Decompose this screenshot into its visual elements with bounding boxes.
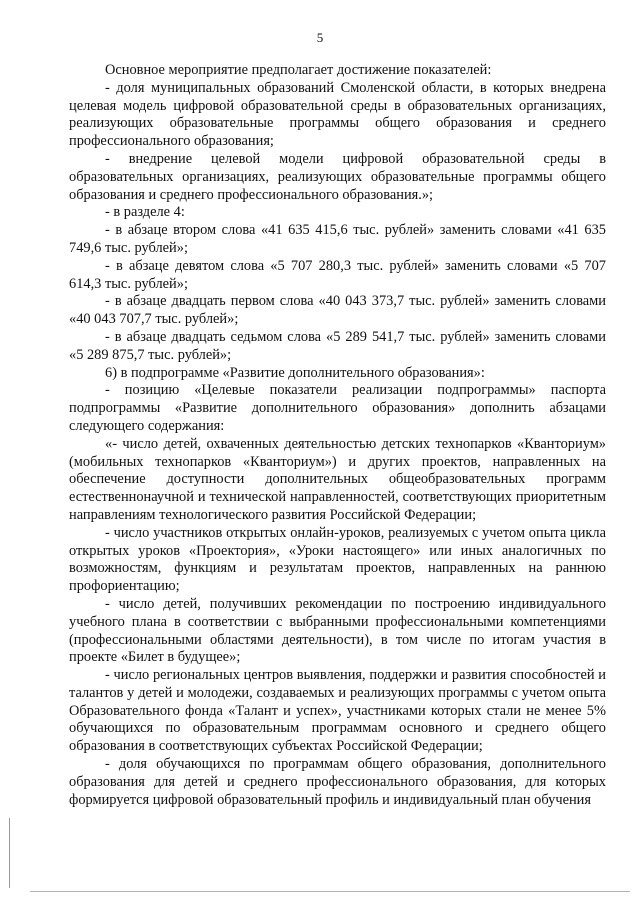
- scan-edge-left: [9, 818, 10, 888]
- paragraph: - число региональных центров выявления, поддержки и развития способностей и талантов у детей и молодежи, создаваемых и реализующих программы с учетом опыта Образовательного фонда «Талант и успех», участниками которых стали не менее 5% обучающихся по образовательным программам основного и среднего общего образования в соответствующих субъектах Российской Федерации;: [69, 667, 606, 755]
- paragraph: - в абзаце втором слова «41 635 415,6 тыс. рублей» заменить словами «41 635 749,6 тыс. рублей»;: [69, 222, 606, 256]
- document-body: [69, 62, 606, 809]
- page-number: 5: [316, 30, 324, 45]
- paragraph: - в разделе 4:: [105, 204, 185, 221]
- paragraph: - число участников открытых онлайн-уроков, реализуемых с учетом опыта цикла открытых уроков «Проектория», «Уроки настоящего» или иных аналогичных по возможностям, функциям и результатам проектов, направленных на раннюю профориентацию;: [69, 524, 606, 595]
- paragraph: - в абзаце девятом слова «5 707 280,3 тыс. рублей» заменить словами «5 707 614,3 тыс. рублей»;: [69, 257, 606, 292]
- paragraph: - позицию «Целевые показатели реализации подпрограммы» паспорта подпрограммы «Развитие дополнительного образования» дополнить абзацами следующего содержания:: [69, 382, 606, 434]
- paragraph: «- число детей, охваченных деятельностью детских технопарков «Кванториум» (мобильных технопарков «Кванториум») и других проектов, направленных на обеспечение доступности дополнительных общеобразовательных программ естественнонаучной и технической направленностей, соответствующих приоритетным направлениям технологического развития Российской Федерации;: [69, 435, 606, 523]
- paragraph: - число детей, получивших рекомендации по построению индивидуального учебного плана в соответствии с выбранными профессиональными компетенциями (профессиональными областями деятельности), в том числе по итогам участия в проекте «Билет в будущее»;: [69, 595, 606, 666]
- scan-edge-bottom: [30, 891, 630, 892]
- paragraph: - доля обучающихся по программам общего образования, дополнительного образования для детей и среднего профессионального образования, для которых формируется цифровой образовательный профиль и индивидуальный план обучения: [69, 756, 606, 808]
- paragraph: - доля муниципальных образований Смоленской области, в которых внедрена целевая модель цифровой образовательной среды в образовательных организациях, реализующих образовательные программы общего образования и среднего профессионального образования;: [69, 79, 606, 150]
- paragraph: Основное мероприятие предполагает достижение показателей:: [105, 62, 492, 78]
- paragraph: - внедрение целевой модели цифровой образовательной среды в образовательных организациях, реализующих образовательные программы общего образования и среднего профессионального образования.»;: [69, 150, 606, 203]
- paragraph: 6) в подпрограмме «Развитие дополнительного образования»:: [105, 364, 485, 381]
- paragraph: - в абзаце двадцать первом слова «40 043 373,7 тыс. рублей» заменить словами «40 043 707,7 тыс. рублей»;: [69, 293, 606, 328]
- paragraph: - в абзаце двадцать седьмом слова «5 289 541,7 тыс. рублей» заменить словами «5 289 875,7 тыс. рублей»;: [69, 328, 606, 363]
